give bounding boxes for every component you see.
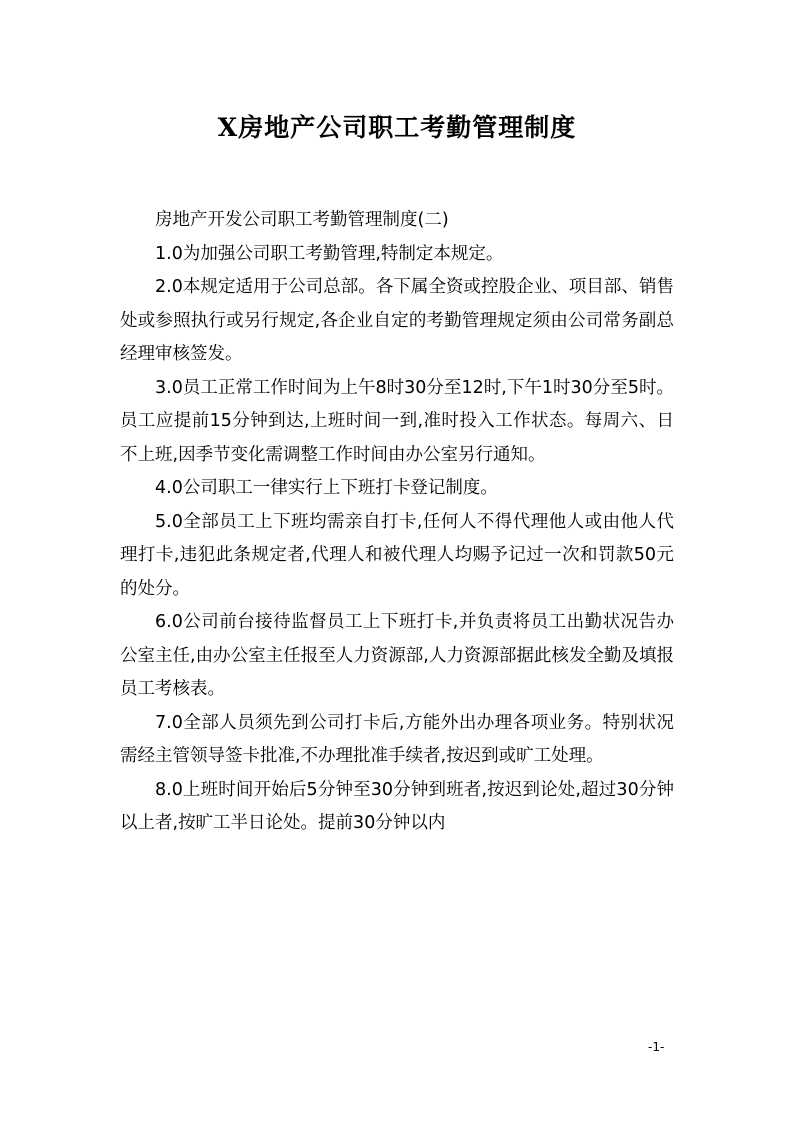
paragraph-7: 7.0全部人员须先到公司打卡后,方能外出办理各项业务。特别状况需经主管领导签卡批准,不办理批准手续者,按迟到或旷工处理。: [120, 712, 674, 766]
document-body: [120, 204, 674, 841]
document-subtitle: 房地产开发公司职工考勤管理制度(二): [155, 210, 449, 230]
paragraph-3: 3.0员工正常工作时间为上午8时30分至12时,下午1时30分至5时。员工应提前15分钟到达,上班时间一到,准时投入工作状态。每周六、日不上班,因季节变化需调整工作时间由办公室另行通知。: [120, 377, 674, 465]
paragraph-1: 1.0为加强公司职工考勤管理,特制定本规定。: [155, 243, 504, 264]
page-number: -1-: [648, 1040, 665, 1054]
paragraph-5: 5.0全部员工上下班均需亲自打卡,任何人不得代理他人或由他人代理打卡,违犯此条规定者,代理人和被代理人均赐予记过一次和罚款50元的处分。: [120, 511, 674, 599]
paragraph-6: 6.0公司前台接待监督员工上下班打卡,并负责将员工出勤状况告办公室主任,由办公室主任报至人力资源部,人力资源部据此核发全勤及填报员工考核表。: [120, 612, 674, 699]
document-title: X房地产公司职工考勤管理制度: [217, 113, 577, 142]
paragraph-8: 8.0上班时间开始后5分钟至30分钟到班者,按迟到论处,超过30分钟以上者,按旷工半日论处。提前30分钟以内: [120, 779, 674, 833]
paragraph-2: 2.0本规定适用于公司总部。各下属全资或控股企业、项目部、销售处或参照执行或另行规定,各企业自定的考勤管理规定须由公司常务副总经理审核签发。: [120, 277, 674, 364]
paragraph-4: 4.0公司职工一律实行上下班打卡登记制度。: [155, 478, 498, 498]
